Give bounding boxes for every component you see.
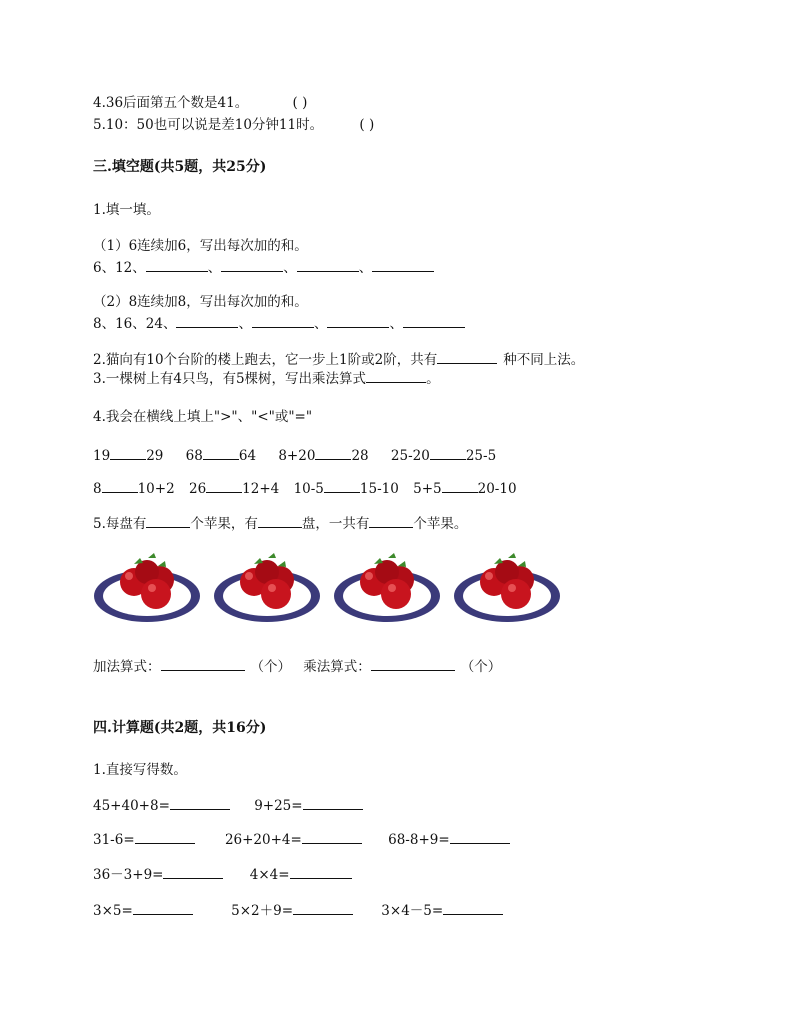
answer-blank[interactable] <box>437 350 497 364</box>
section-heading-calc: 四.计算题(共2题，共16分) <box>93 720 267 736</box>
answer-blank[interactable] <box>102 479 138 493</box>
answer-blank[interactable] <box>135 830 195 844</box>
answer-blank[interactable] <box>252 314 314 328</box>
answer-blank[interactable] <box>293 901 353 915</box>
calc-row-4: 3×5= 5×2＋9= 3×4－5= <box>93 901 503 920</box>
answer-blank[interactable] <box>372 258 434 272</box>
fill-q1-title: 1.填一填。 <box>93 202 160 218</box>
fill-q5: 5.每盘有 个苹果，有 盘，一共有 个苹果。 <box>93 516 468 532</box>
answer-blank[interactable] <box>203 446 239 460</box>
fill-q1-1-line: 6、12、 、 、 、 <box>93 258 434 277</box>
calc-row-3: 36－3+9= 4×4= <box>93 865 352 884</box>
answer-blank[interactable] <box>302 830 362 844</box>
answer-blank[interactable] <box>170 796 230 810</box>
answer-blank[interactable] <box>176 314 238 328</box>
answer-blank[interactable] <box>146 514 190 528</box>
answer-blank[interactable] <box>161 657 245 671</box>
answer-blank[interactable] <box>403 314 465 328</box>
answer-blank[interactable] <box>450 830 510 844</box>
answer-blank[interactable] <box>371 657 455 671</box>
fill-q1-2-line: 8、16、24、 、 、 、 <box>93 314 465 333</box>
answer-blank[interactable] <box>315 446 351 460</box>
fill-q4-title: 4.我会在横线上填上">"、"<"或"=" <box>93 409 313 425</box>
answer-paren[interactable]: ( ) <box>359 117 375 133</box>
answer-blank[interactable] <box>133 901 193 915</box>
judge-q4: 4.36后面第五个数是41。 ( ) <box>93 95 308 111</box>
fill-q1-1-title: （1）6连续加6，写出每次加的和。 <box>93 238 308 254</box>
calc-row-2: 31-6= 26+20+4= 68-8+9= <box>93 830 510 849</box>
calc-q1-title: 1.直接写得数。 <box>93 762 187 778</box>
apple-plates-illustration <box>92 548 572 626</box>
apple-plate-image <box>332 548 442 626</box>
answer-blank[interactable] <box>303 796 363 810</box>
fill-q3: 3.一棵树上有4只鸟，有5棵树，写出乘法算式 。 <box>93 371 440 387</box>
calc-row-1: 45+40+8= 9+25= <box>93 796 363 815</box>
answer-blank[interactable] <box>221 258 283 272</box>
answer-paren[interactable]: ( ) <box>292 95 308 111</box>
answer-blank[interactable] <box>297 258 359 272</box>
apple-plate-image <box>212 548 322 626</box>
answer-blank[interactable] <box>324 479 360 493</box>
answer-blank[interactable] <box>206 479 242 493</box>
answer-blank[interactable] <box>430 446 466 460</box>
answer-blank[interactable] <box>442 479 478 493</box>
section-heading-fill: 三.填空题(共5题，共25分) <box>93 159 267 175</box>
compare-row-1: 19 29 68 64 8+20 28 25-20 25-5 <box>93 448 497 464</box>
answer-blank[interactable] <box>110 446 146 460</box>
fill-q1-2-title: （2）8连续加8，写出每次加的和。 <box>93 294 308 310</box>
fill-q5-expressions: 加法算式： （个） 乘法算式： （个） <box>93 659 502 675</box>
answer-blank[interactable] <box>369 514 413 528</box>
compare-row-2: 8 10+2 26 12+4 10-5 15-10 5+5 20-10 <box>93 481 517 497</box>
answer-blank[interactable] <box>327 314 389 328</box>
answer-blank[interactable] <box>258 514 302 528</box>
judge-q5: 5.10：50也可以说是差10分钟11时。 ( ) <box>93 117 375 133</box>
answer-blank[interactable] <box>290 865 352 879</box>
apple-plate-image <box>452 548 562 626</box>
answer-blank[interactable] <box>146 258 208 272</box>
apple-plate-image <box>92 548 202 626</box>
fill-q2: 2.猫向有10个台阶的楼上跑去，它一步上1阶或2阶，共有 种不同上法。 <box>93 352 585 368</box>
answer-blank[interactable] <box>163 865 223 879</box>
answer-blank[interactable] <box>443 901 503 915</box>
answer-blank[interactable] <box>366 369 426 383</box>
